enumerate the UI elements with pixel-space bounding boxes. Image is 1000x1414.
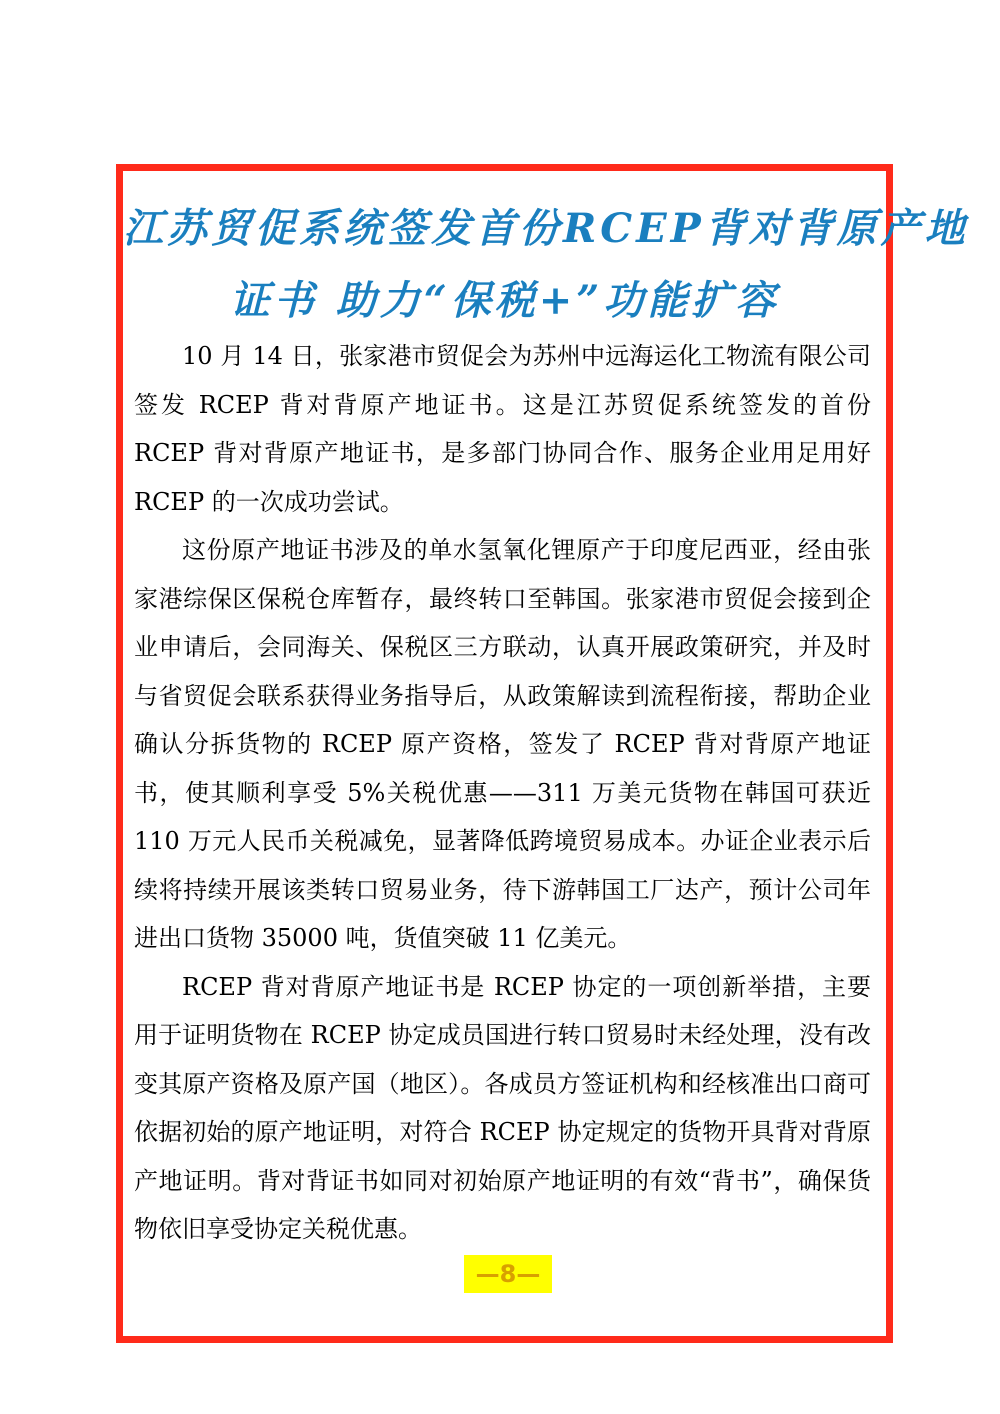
- page-number: —8—: [464, 1255, 552, 1293]
- paragraph-3: RCEP 背对背原产地证书是 RCEP 协定的一项创新举措，主要用于证明货物在 RCEP 协定成员国进行转口贸易时未经处理，没有改变其原产资格及原产国（地区）。各成员方签证机构和经核准出口商可依据初始的原产地证明，对符合 RCEP 协定规定的货物开具背对背原产地证明。背对背证书如同对初始原产地证明的有效“背书”，确保货物依旧享受协定关税优惠。: [134, 972, 871, 1243]
- article-frame: [116, 164, 969, 1343]
- article-content: [123, 171, 969, 1336]
- article-body: [134, 332, 871, 1254]
- paragraph-2: 这份原产地证书涉及的单水氢氧化锂原产于印度尼西亚，经由张家港综保区保税仓库暂存，最终转口至韩国。张家港市贸促会接到企业申请后，会同海关、保税区三方联动，认真开展政策研究，并及时与省贸促会联系获得业务指导后，从政策解读到流程衔接，帮助企业确认分拆货物的 RCEP 原产资格，签发了 RCEP 背对背原产地证书，使其顺利享受 5%关税优惠——311 万美元货物在韩国可获近 110 万元人民币关税减免，显著降低跨境贸易成本。办证企业表示后续将持续开展该类转口贸易业务，待下游韩国工厂达产，预计公司年进出口货物 35000 吨，货值突破 11 亿美元。: [134, 536, 871, 952]
- article-title-line-2: 证书 助力“保税+”功能扩容: [229, 277, 780, 324]
- article-title-line-1: 江苏贸促系统签发首份RCEP背对背原产地: [123, 205, 969, 252]
- paragraph-1: 10 月 14 日，张家港市贸促会为苏州中远海运化工物流有限公司签发 RCEP 背对背原产地证书。这是江苏贸促系统签发的首份 RCEP 背对背原产地证书，是多部门协同合作、服务企业用足用好 RCEP 的一次成功尝试。: [134, 342, 871, 516]
